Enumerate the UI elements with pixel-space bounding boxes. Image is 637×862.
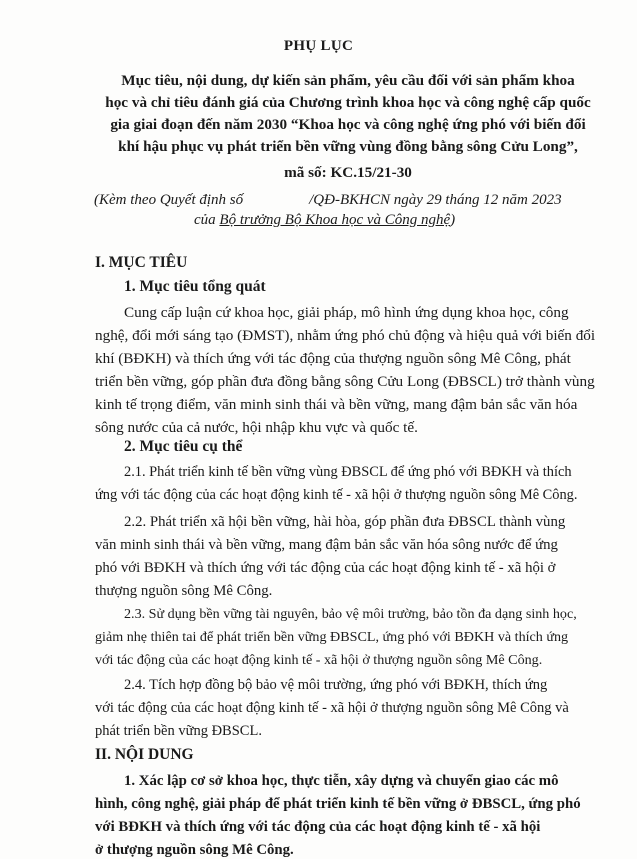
decision-suffix: ) bbox=[450, 212, 456, 228]
paragraph-line: 2.2. Phát triển xã hội bền vững, hài hòa, góp phần đưa ĐBSCL thành vùng bbox=[124, 514, 566, 530]
paragraph-line: 2.1. Phát triển kinh tế bền vững vùng ĐBSCL để ứng phó với BĐKH và thích bbox=[124, 464, 572, 480]
paragraph-line: thượng nguồn sông Mê Công. bbox=[95, 583, 273, 599]
heading-line: khí hậu phục vụ phát triển bền vững vùng đồng bằng sông Cửu Long”, bbox=[118, 138, 578, 155]
paragraph-line: giảm nhẹ thiên tai để phát triển bền vững ĐBSCL, ứng phó với BĐKH và thích ứng bbox=[95, 629, 569, 645]
paragraph-line: 2.4. Tích hợp đồng bộ bảo vệ môi trường, ứng phó với BĐKH, thích ứng bbox=[124, 677, 548, 693]
paragraph-line: khí (BĐKH) và thích ứng với tác động của thượng nguồn sông Mê Công, phát bbox=[95, 350, 571, 367]
objective-2-4 bbox=[95, 674, 615, 743]
paragraph-line: 1. Xác lập cơ sở khoa học, thực tiễn, xây dựng và chuyển giao các mô bbox=[124, 773, 559, 789]
paragraph-line: phát triển bền vững ĐBSCL. bbox=[95, 723, 262, 739]
heading-line: học và chỉ tiêu đánh giá của Chương trình khoa học và công nghệ cấp quốc bbox=[105, 94, 591, 111]
heading-line: Mục tiêu, nội dung, dự kiến sản phẩm, yêu cầu đối với sản phẩm khoa bbox=[121, 72, 575, 89]
heading-line: gia giai đoạn đến năm 2030 “Khoa học và công nghệ ứng phó với biến đổi bbox=[110, 116, 586, 133]
section-2-title: II. NỘI DUNG bbox=[95, 746, 194, 763]
decision-part2: /QĐ-BKHCN ngày 29 tháng 12 năm 2023 bbox=[309, 192, 562, 208]
paragraph-line: 2.3. Sử dụng bền vững tài nguyên, bảo vệ môi trường, bảo tồn đa dạng sinh học, bbox=[124, 606, 577, 622]
paragraph-line: phó với BĐKH và thích ứng với tác động của các hoạt động kinh tế - xã hội ở bbox=[95, 560, 556, 576]
general-objective-paragraph bbox=[95, 301, 615, 439]
paragraph-line: Cung cấp luận cứ khoa học, giải pháp, mô hình ứng dụng khoa học, công bbox=[124, 304, 569, 321]
objective-2-1 bbox=[95, 461, 615, 507]
issuer-name: Bộ trưởng Bộ Khoa học và Công nghệ bbox=[219, 212, 451, 228]
decision-part1: (Kèm theo Quyết định số bbox=[94, 192, 244, 208]
paragraph-line: kinh tế trọng điểm, văn minh sinh thái và bền vững, mang đậm bản sắc văn hóa bbox=[95, 396, 578, 413]
section-1-title: I. MỤC TIÊU bbox=[95, 254, 188, 271]
paragraph-line: với tác động của các hoạt động kinh tế - xã hội ở thượng nguồn sông Mê Công. bbox=[95, 652, 543, 668]
paragraph-line: văn minh sinh thái và bền vững, mang đậm bản sắc văn hóa sông nước để ứng bbox=[95, 537, 558, 553]
subsection-2-title: 2. Mục tiêu cụ thể bbox=[124, 438, 243, 455]
program-code: mã số: KC.15/21-30 bbox=[284, 164, 412, 181]
paragraph-line: ứng với tác động của các hoạt động kinh tế - xã hội ở thượng nguồn sông Mê Công. bbox=[95, 487, 578, 503]
paragraph-line: nghệ, đổi mới sáng tạo (ĐMST), nhằm ứng phó chủ động và hiệu quả với biến đổi bbox=[95, 327, 596, 344]
program-heading bbox=[78, 70, 618, 184]
paragraph-line: hình, công nghệ, giải pháp để phát triển kinh tế bền vững ở ĐBSCL, ứng phó bbox=[95, 796, 581, 812]
paragraph-line: triển bền vững, góp phần đưa đồng bằng sông Cửu Long (ĐBSCL) trở thành vùng bbox=[95, 373, 595, 390]
paragraph-line: với tác động của các hoạt động kinh tế - xã hội ở thượng nguồn sông Mê Công và bbox=[95, 700, 569, 716]
decision-prefix: của bbox=[194, 212, 220, 228]
document-title: PHỤ LỤC bbox=[283, 38, 354, 54]
decision-reference bbox=[94, 190, 614, 230]
paragraph-line: với BĐKH và thích ứng với tác động của các hoạt động kinh tế - xã hội bbox=[95, 819, 541, 835]
objective-2-2 bbox=[95, 511, 615, 603]
paragraph-line: sông nước của cả nước, hội nhập khu vực và quốc tế. bbox=[95, 419, 418, 436]
paragraph-line: ở thượng nguồn sông Mê Công. bbox=[95, 842, 294, 858]
content-item-1 bbox=[95, 770, 615, 862]
subsection-1-title: 1. Mục tiêu tổng quát bbox=[124, 278, 266, 295]
objective-2-3 bbox=[95, 603, 615, 672]
